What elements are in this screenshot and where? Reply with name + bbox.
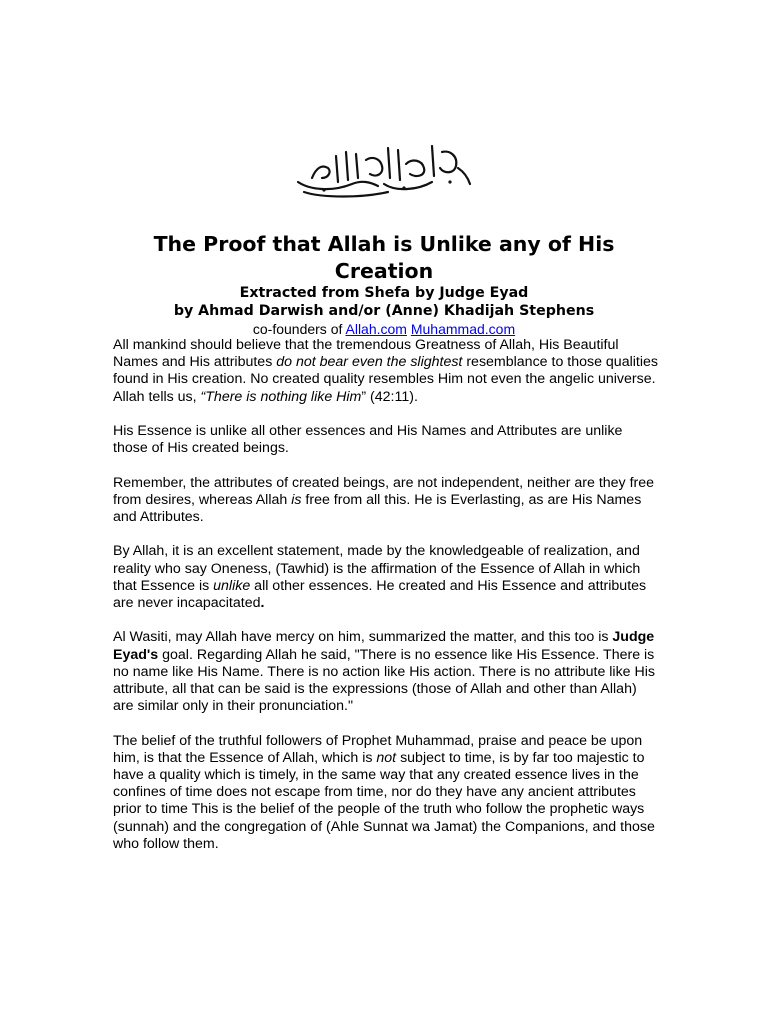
paragraph-2: His Essence is unlike all other essences and His Names and Attributes are unlike those of His created beings. xyxy=(113,423,623,457)
p3-italic: is xyxy=(291,491,302,508)
p4-text-c: all other essences. He created and His Essence and attributes are never incapacitated xyxy=(113,577,647,611)
p5-text-a: Al Wasiti, may Allah have mercy on him, summarized the matter, and this too is xyxy=(113,629,613,646)
p4-text-a: By Allah, it is an excellent statement, made by the knowledgeable of realization, and reality who say Oneness, (Tawhid) is the affirmation of the Essence of Allah in which that Essence is xyxy=(113,543,641,594)
p1-italic: do not bear even the slightest xyxy=(276,354,463,371)
p1-text-e: ” (42:11). xyxy=(361,388,418,405)
p4-italic: unlike xyxy=(213,577,251,594)
p3-text-c: free from all this. He is Everlasting, as are His Names and Attributes. xyxy=(113,491,642,525)
p4-bold-period: . xyxy=(260,595,265,611)
muhammad-com-link[interactable]: Muhammad.com xyxy=(410,321,516,337)
article-body xyxy=(113,337,658,870)
p5-text-c: goal. Regarding Allah he said, "There is no essence like His Essence. There is no name like His Name. There is no action like His action. There is no attribute like His attribute, all that can be said is the expressions (those of Allah and other than Allah) are similar only in their pronunciation." xyxy=(113,646,655,715)
cofounders-line xyxy=(110,320,658,338)
calligraphy-image xyxy=(292,138,476,200)
p1-text-c: resemblance to those qualities found in His creation. No created quality resembles Him not even the angelic universe. Allah tells us, xyxy=(113,354,658,405)
p5-bold: Judge Eyad's xyxy=(113,629,655,663)
paragraph-3 xyxy=(113,475,658,527)
p6-italic: not xyxy=(376,749,397,766)
allah-com-link[interactable]: Allah.com xyxy=(345,321,407,337)
paragraph-4 xyxy=(113,543,658,612)
p6-text-a: The belief of the truthful followers of Prophet Muhammad, praise and peace be upon him, is that the Essence of Allah, which is xyxy=(113,732,643,766)
paragraph-1 xyxy=(113,337,658,406)
p1-quote: “There is nothing like Him xyxy=(200,388,362,405)
cofounders-prefix: co-founders of xyxy=(252,321,346,337)
page-title: The Proof that Allah is Unlike any of His Creation xyxy=(153,232,615,283)
subtitle-authors: by Ahmad Darwish and/or (Anne) Khadijah Stephens xyxy=(173,303,595,319)
bismillah-calligraphy xyxy=(292,138,476,200)
p3-text-a: Remember, the attributes of created beings, are not independent, neither are they free from desires, whereas Allah xyxy=(113,474,655,508)
subtitle-source: Extracted from Shefa by Judge Eyad xyxy=(239,285,529,301)
p1-text-a: All mankind should believe that the tremendous Greatness of Allah, His Beautiful Names and His attributes xyxy=(113,337,619,371)
p6-text-c: subject to time, is by far too majestic to have a quality which is timely, in the same way that any created essence lives in the confines of time does not escape from time, nor do they have any ancient attributes prior to time This is the belief of the people of the truth who follow the prophetic ways (sunnah) and the congregation of (Ahle Sunnat wa Jamat) the Companions, and those who follow them. xyxy=(113,749,655,852)
paragraph-5 xyxy=(113,629,658,715)
paragraph-6 xyxy=(113,733,658,853)
